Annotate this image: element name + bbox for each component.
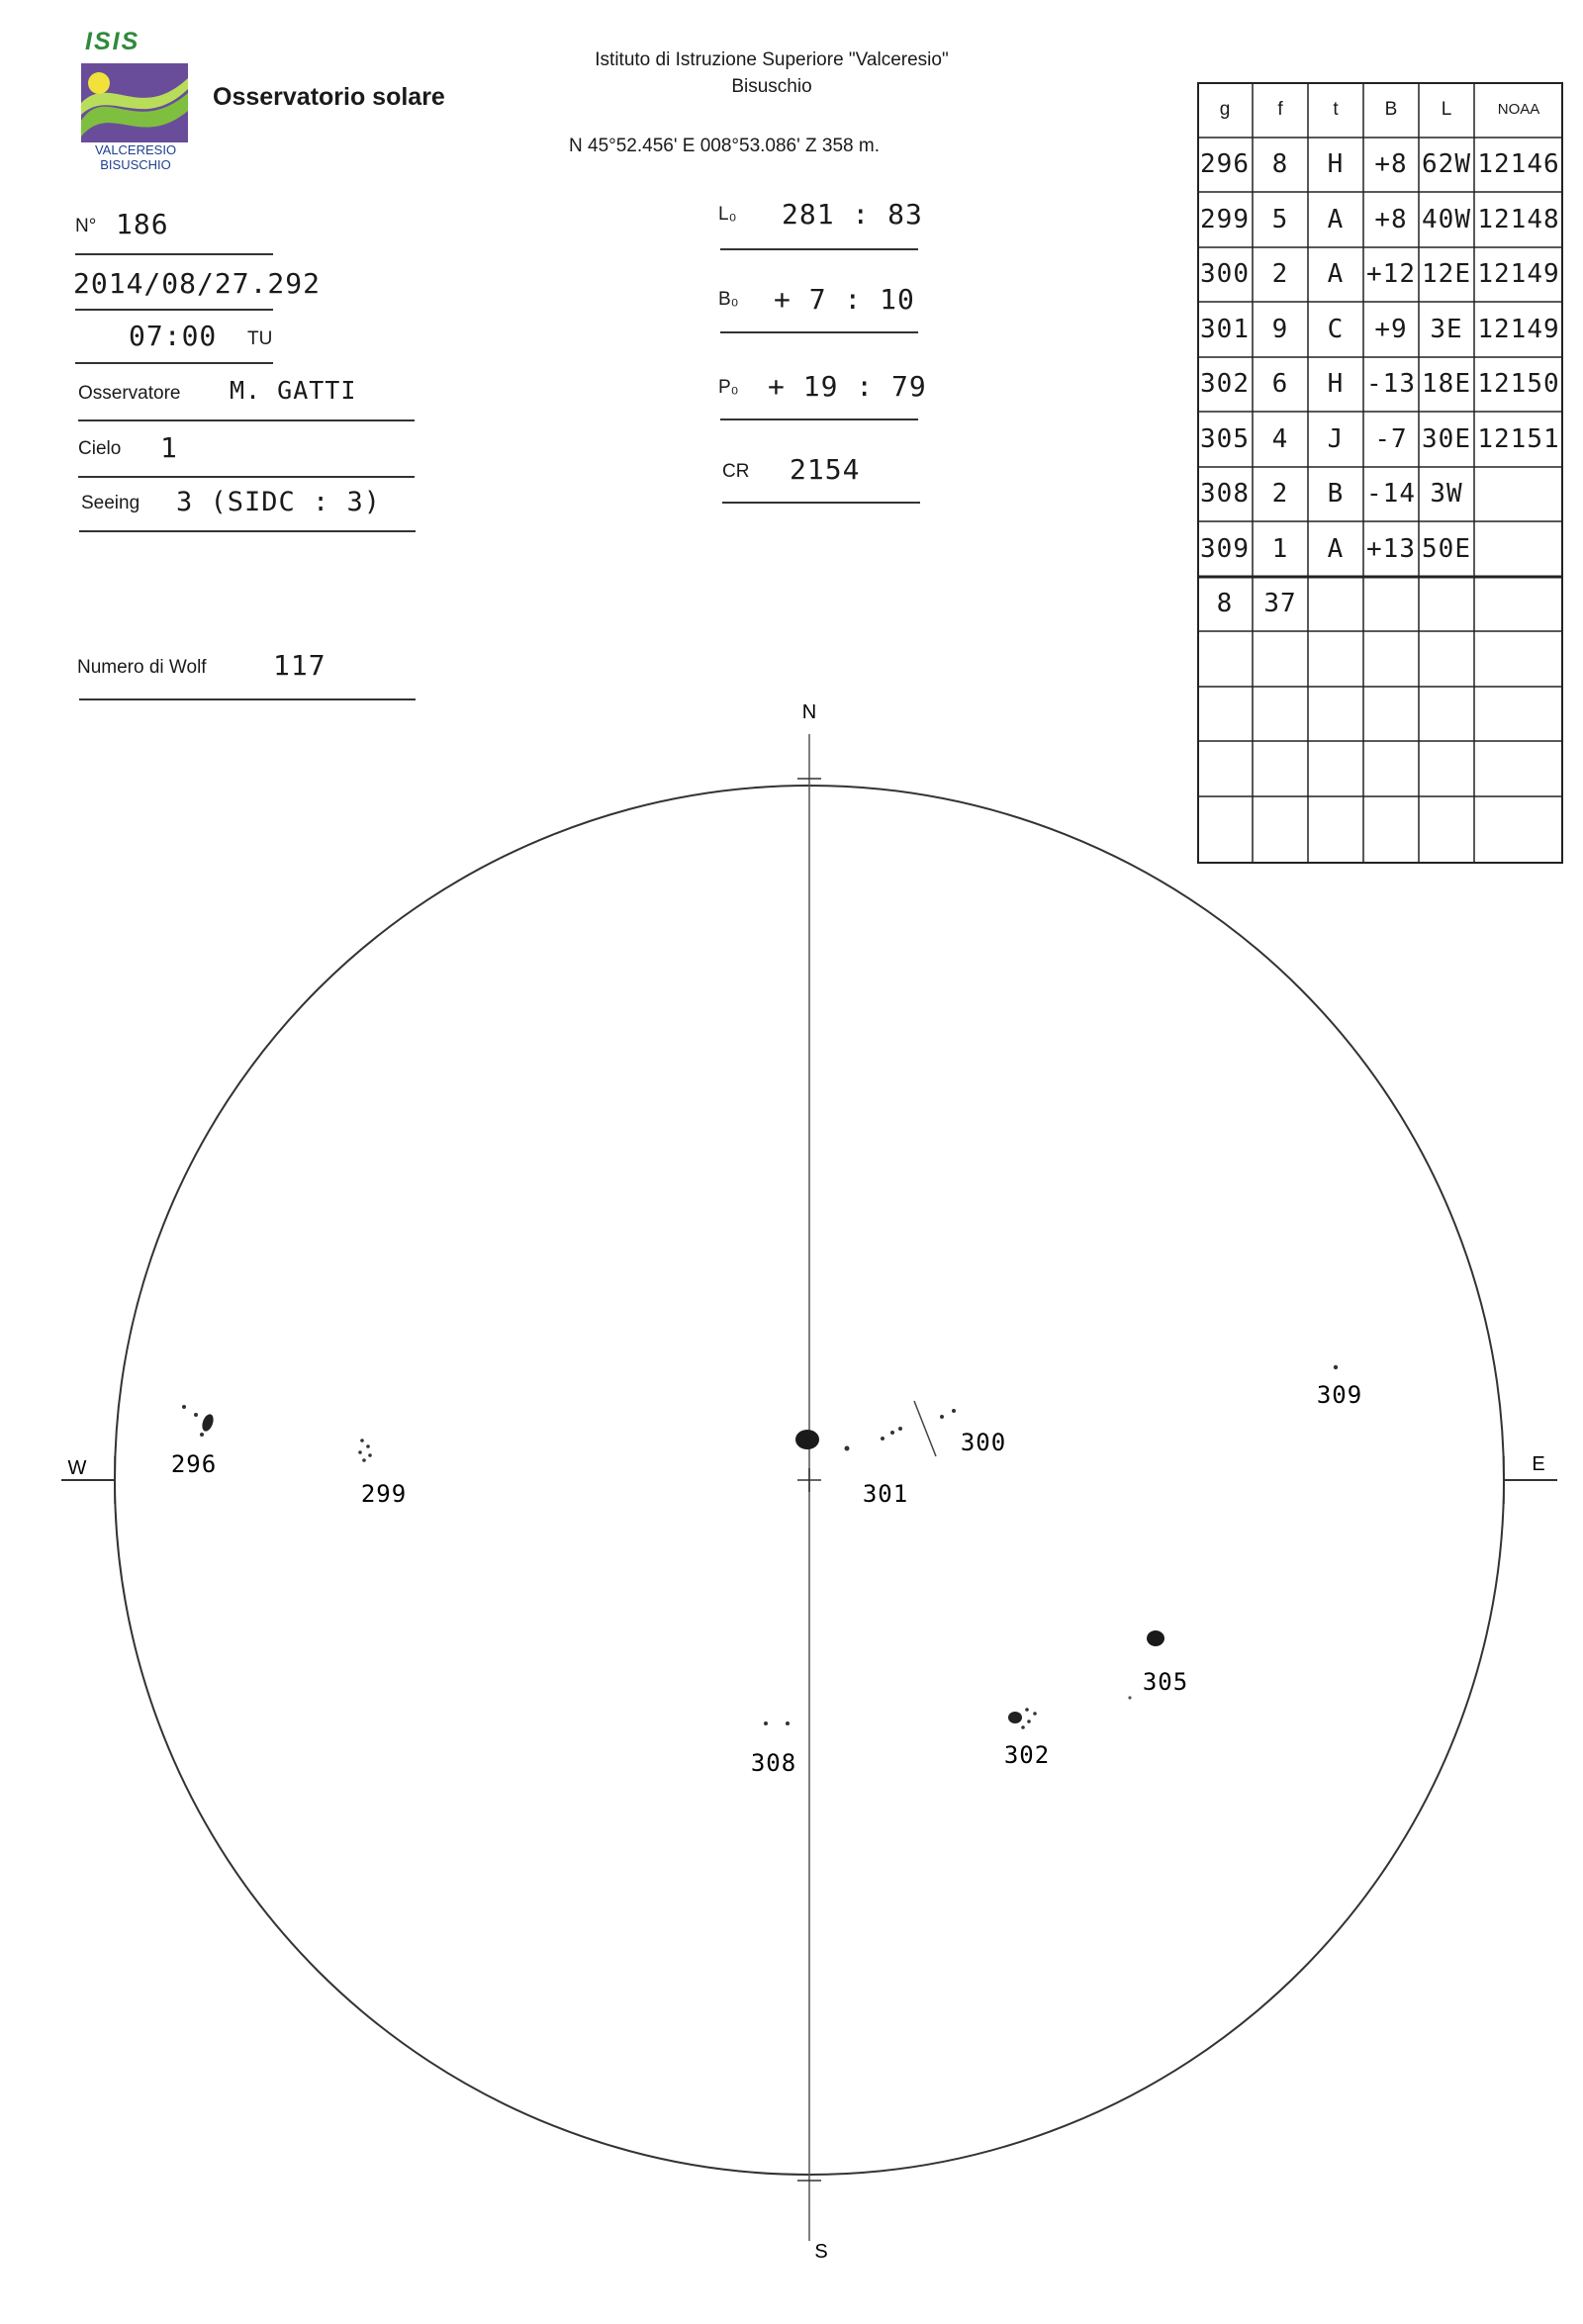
institute-town: Bisuschio — [731, 76, 812, 97]
table-cell — [1474, 521, 1563, 577]
seeing-label: Seeing — [81, 493, 140, 513]
group-299-label: 299 — [360, 1480, 408, 1508]
group-309-label: 309 — [1316, 1381, 1363, 1409]
table-cell: 3W — [1430, 479, 1463, 510]
table-header-cell: NOAA — [1497, 101, 1540, 119]
table-cell: 12148 — [1477, 204, 1560, 234]
isis-logo — [77, 28, 194, 172]
table-cell: -7 — [1374, 423, 1408, 454]
table-cell: A — [1327, 204, 1345, 234]
table-header-cell: t — [1333, 98, 1339, 120]
date-rule — [75, 309, 273, 311]
table-cell: 12149 — [1477, 314, 1560, 344]
record-number: 186 — [116, 208, 169, 240]
table-cell: 309 — [1200, 533, 1250, 564]
table-cell: 305 — [1200, 423, 1250, 454]
solar-limb — [115, 786, 1504, 2175]
sky-rule — [78, 476, 415, 478]
table-cell: 2 — [1271, 259, 1289, 290]
table-cell — [1474, 467, 1563, 522]
p0-value: + 19 : 79 — [768, 370, 927, 403]
table-cell: 12149 — [1477, 259, 1560, 290]
table-cell: 300 — [1200, 259, 1250, 290]
observation-time: 07:00 — [129, 320, 218, 352]
table-cell: 18E — [1422, 369, 1471, 400]
table-cell: 30E — [1422, 423, 1471, 454]
table-cell: 12146 — [1477, 149, 1560, 180]
table-header-cell: f — [1277, 98, 1283, 120]
group-302-label: 302 — [1003, 1741, 1051, 1769]
carrington-rotation: 2154 — [790, 453, 861, 486]
table-cell: 12150 — [1477, 369, 1560, 400]
time-rule — [75, 362, 273, 364]
group-305-spots — [1128, 1630, 1164, 1700]
cr-label: CR — [722, 461, 750, 482]
l0-rule — [720, 248, 918, 250]
group-299-spots — [358, 1439, 372, 1462]
west-label: W — [67, 1457, 87, 1479]
table-total-cell: 8 — [1216, 589, 1234, 619]
observer-name: M. GATTI — [230, 376, 357, 405]
table-header-cell: L — [1441, 98, 1452, 120]
table-cell: A — [1327, 259, 1345, 290]
b0-value: + 7 : 10 — [774, 283, 915, 316]
sky-value: 1 — [160, 431, 178, 464]
number-label: N° — [75, 216, 97, 236]
observer-rule — [78, 419, 415, 421]
logo-town-line1: VALCERESIO — [94, 142, 177, 157]
table-cell: H — [1327, 149, 1345, 180]
table-cell: 9 — [1271, 314, 1289, 344]
logo-acronym: ISIS — [85, 28, 140, 55]
table-cell: 5 — [1271, 204, 1289, 234]
table-cell: +8 — [1374, 204, 1408, 234]
observation-date: 2014/08/27.292 — [73, 267, 322, 300]
table-cell: J — [1327, 423, 1345, 454]
logo-town-line2: BISUSCHIO — [100, 157, 171, 172]
east-label: E — [1532, 1453, 1545, 1475]
table-cell: 3E — [1430, 314, 1463, 344]
table-cell: 1 — [1271, 533, 1289, 564]
observatory-title: Osservatorio solare — [213, 83, 445, 111]
b0-label: B₀ — [718, 289, 739, 310]
wolf-label: Numero di Wolf — [77, 657, 207, 678]
seeing-rule — [79, 530, 416, 532]
table-cell: 40W — [1422, 204, 1471, 234]
l0-value: 281 : 83 — [782, 198, 923, 231]
l0-label: L₀ — [718, 204, 737, 225]
group-296-spots — [182, 1405, 216, 1437]
table-cell: 8 — [1271, 149, 1289, 180]
table-cell: 299 — [1200, 204, 1250, 234]
group-309-spots — [1334, 1365, 1338, 1369]
table-cell: 296 — [1200, 149, 1250, 180]
table-cell: 302 — [1200, 369, 1250, 400]
group-301-label: 301 — [862, 1480, 909, 1508]
group-296-label: 296 — [170, 1450, 218, 1478]
group-300-spots — [914, 1401, 956, 1456]
table-cell: +12 — [1366, 259, 1416, 290]
table-header-cell: B — [1384, 98, 1398, 120]
observatory-coordinates: N 45°52.456' E 008°53.086' Z 358 m. — [569, 136, 880, 156]
table-cell: 301 — [1200, 314, 1250, 344]
south-label: S — [814, 2241, 828, 2263]
table-cell: 12E — [1422, 259, 1471, 290]
group-301-spots — [795, 1427, 902, 1451]
table-cell: -13 — [1366, 369, 1416, 400]
p0-rule — [720, 418, 918, 420]
group-300-label: 300 — [960, 1429, 1007, 1456]
wolf-rule — [79, 698, 416, 700]
group-308-spots — [764, 1721, 790, 1725]
table-cell: +13 — [1366, 533, 1416, 564]
table-cell: +8 — [1374, 149, 1408, 180]
group-302-spots — [1008, 1708, 1037, 1729]
b0-rule — [720, 331, 918, 333]
cr-rule — [722, 502, 920, 504]
p0-label: P₀ — [718, 377, 739, 398]
table-cell: 12151 — [1477, 423, 1560, 454]
table-cell: A — [1327, 533, 1345, 564]
time-unit: TU — [247, 328, 273, 349]
table-total-cell: 37 — [1263, 589, 1297, 619]
table-cell: -14 — [1366, 479, 1416, 510]
table-cell: H — [1327, 369, 1345, 400]
table-cell: 308 — [1200, 479, 1250, 510]
table-cell: 6 — [1271, 369, 1289, 400]
group-308-label: 308 — [750, 1749, 797, 1777]
table-header-cell: g — [1219, 98, 1231, 120]
seeing-value: 3 (SIDC : 3) — [176, 487, 382, 517]
group-305-label: 305 — [1142, 1668, 1189, 1696]
table-cell: B — [1327, 479, 1345, 510]
observer-label: Osservatore — [78, 383, 181, 404]
table-cell: +9 — [1374, 314, 1408, 344]
wolf-number: 117 — [273, 649, 326, 682]
logo-wave-icon — [81, 63, 188, 142]
table-cell: 4 — [1271, 423, 1289, 454]
institute-name: Istituto di Istruzione Superiore "Valceresio" — [595, 49, 949, 70]
table-cell: 50E — [1422, 533, 1471, 564]
sky-label: Cielo — [78, 438, 122, 459]
north-label: N — [801, 701, 817, 723]
number-rule — [75, 253, 273, 255]
table-cell: 2 — [1271, 479, 1289, 510]
groups-table — [1197, 82, 1563, 864]
table-cell: 62W — [1422, 149, 1471, 180]
table-cell: C — [1327, 314, 1345, 344]
